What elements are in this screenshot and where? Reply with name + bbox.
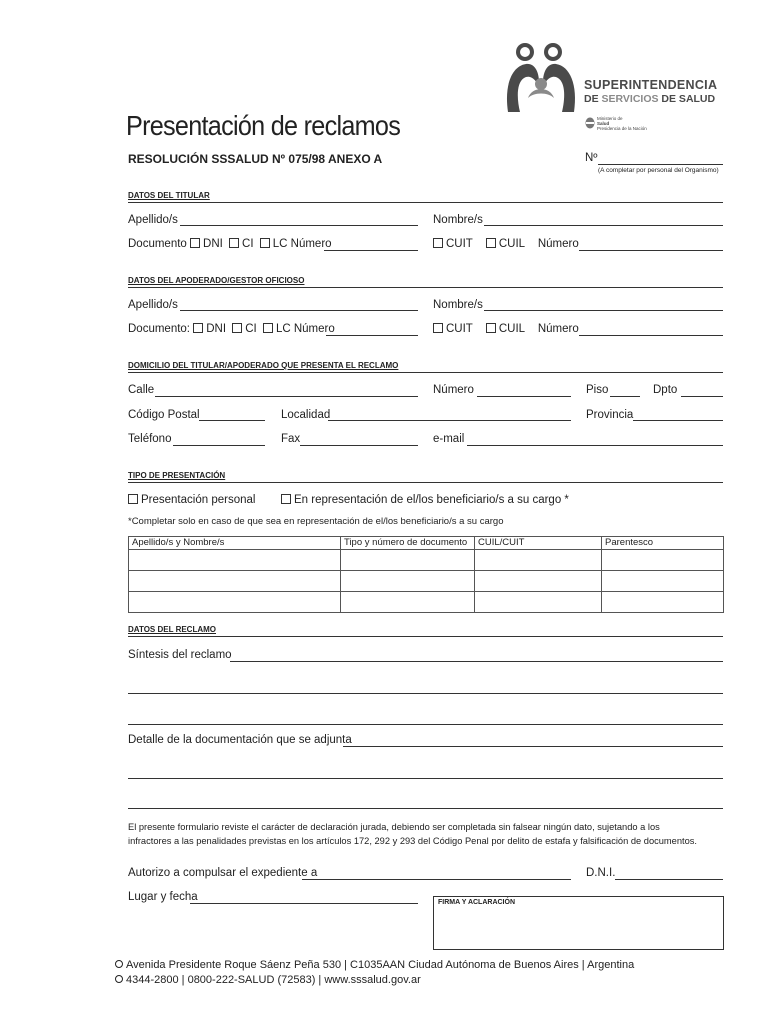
titular-cuit-row: CUIT CUIL Número (433, 238, 579, 250)
lugar-fecha-field[interactable] (190, 903, 418, 904)
page-title: Presentación de reclamos (126, 110, 401, 141)
lugar-fecha-label: Lugar y fecha (128, 891, 198, 903)
number-label: Nº (585, 152, 598, 164)
table-cell[interactable] (129, 592, 341, 613)
table-cell[interactable] (602, 592, 724, 613)
codigo-postal-label: Código Postal (128, 409, 200, 421)
logo (500, 38, 720, 138)
titular-apellido-label: Apellido/s (128, 214, 178, 226)
representacion-option: En representación de el/los beneficiario/s a su cargo * (281, 494, 569, 506)
sintesis-field-line-3[interactable] (128, 724, 723, 725)
section-reclamo: DATOS DEL RECLAMO (128, 625, 723, 637)
apoderado-apellido-field[interactable] (180, 310, 418, 311)
coat-of-arms-icon (585, 117, 595, 129)
presentacion-personal-checkbox[interactable] (128, 494, 138, 504)
column-header: Parentesco (602, 537, 724, 550)
titular-dni-checkbox[interactable] (190, 238, 200, 248)
fax-label: Fax (281, 433, 301, 445)
email-field[interactable] (467, 445, 723, 446)
apoderado-cuit-row: CUIT CUIL Número (433, 323, 579, 335)
titular-apellido-field[interactable] (180, 225, 418, 226)
apoderado-dni-checkbox[interactable] (193, 323, 203, 333)
table-cell[interactable] (475, 550, 602, 571)
numero-label: Número (433, 384, 474, 396)
presentacion-personal-option: Presentación personal (128, 494, 255, 506)
titular-lc-checkbox[interactable] (260, 238, 270, 248)
apoderado-cuil-checkbox[interactable] (486, 323, 496, 333)
titular-ci-checkbox[interactable] (229, 238, 239, 248)
calle-label: Calle (128, 384, 155, 396)
apoderado-cuit-checkbox[interactable] (433, 323, 443, 333)
ministry-label: Ministerio de Salud Presidencia de la Nación (597, 116, 647, 131)
table-cell[interactable] (602, 550, 724, 571)
table-cell[interactable] (341, 571, 475, 592)
fax-field[interactable] (300, 445, 418, 446)
brand-line-1: SUPERINTENDENCIA (584, 78, 718, 92)
provincia-label: Provincia (586, 409, 634, 421)
piso-field[interactable] (610, 396, 640, 397)
detalle-field-line-2[interactable] (128, 778, 723, 779)
declaracion-jurada-text: El presente formulario reviste el carácter de declaración jurada, debiendo ser completada sin falsear ningún dato, sujetando a los infractores a las penalidades previstas en los artículos 172, 292 y 293 del Código Penal por delito de estafa y falsificación de documentos. (128, 822, 698, 846)
telefono-label: Teléfono (128, 433, 172, 445)
sintesis-label: Síntesis del reclamo (128, 649, 232, 661)
apoderado-cuit-field[interactable] (579, 335, 723, 336)
footer-contact: 4344-2800 | 0800-222-SALUD (72583) | www.sssalud.gov.ar (115, 974, 421, 986)
apoderado-nombre-label: Nombre/s (433, 299, 483, 311)
localidad-label: Localidad (281, 409, 331, 421)
table-cell[interactable] (129, 571, 341, 592)
titular-nombre-field[interactable] (484, 225, 723, 226)
dni-label: D.N.I. (586, 867, 616, 879)
titular-cuit-field[interactable] (579, 250, 723, 251)
column-header: Apellido/s y Nombre/s (129, 537, 341, 550)
apoderado-apellido-label: Apellido/s (128, 299, 178, 311)
table-cell[interactable] (475, 571, 602, 592)
codigo-postal-field[interactable] (199, 420, 265, 421)
detalle-field[interactable] (343, 746, 723, 747)
table-row (129, 592, 724, 613)
dni-field[interactable] (615, 879, 723, 880)
column-header: Tipo y número de documento (341, 537, 475, 550)
titular-cuil-checkbox[interactable] (486, 238, 496, 248)
sintesis-field[interactable] (230, 661, 723, 662)
table-cell[interactable] (475, 592, 602, 613)
titular-cuit-checkbox[interactable] (433, 238, 443, 248)
dpto-label: Dpto (653, 384, 678, 396)
section-tipo: TIPO DE PRESENTACIÓN (128, 471, 723, 483)
brand-line-2: DE SERVICIOS DE SALUD (584, 93, 716, 105)
detalle-label: Detalle de la documentación que se adjunta (128, 734, 352, 746)
autorizo-field[interactable] (302, 879, 571, 880)
titular-nombre-label: Nombre/s (433, 214, 483, 226)
section-apoderado: DATOS DEL APODERADO/GESTOR OFICIOSO (128, 276, 723, 288)
number-field[interactable] (598, 164, 723, 165)
autorizo-label: Autorizo a compulsar el expediente a (128, 867, 318, 879)
telefono-field[interactable] (173, 445, 265, 446)
calle-field[interactable] (155, 396, 418, 397)
table-cell[interactable] (341, 592, 475, 613)
titular-documento-row: Documento DNI CI LC Número (128, 238, 332, 250)
table-row (129, 550, 724, 571)
section-titular: DATOS DEL TITULAR (128, 191, 723, 203)
section-domicilio: DOMICILIO DEL TITULAR/APODERADO QUE PRESENTA EL RECLAMO (128, 361, 723, 373)
representacion-checkbox[interactable] (281, 494, 291, 504)
apoderado-lc-checkbox[interactable] (263, 323, 273, 333)
column-header: CUIL/CUIT (475, 537, 602, 550)
dpto-field[interactable] (681, 396, 723, 397)
beneficiarios-table (128, 536, 724, 613)
footer-address: Avenida Presidente Roque Sáenz Peña 530 | C1035AAN Ciudad Autónoma de Buenos Aires | Argentina (115, 959, 634, 971)
piso-label: Piso (586, 384, 609, 396)
detalle-field-line-3[interactable] (128, 808, 723, 809)
bullet-icon (115, 960, 123, 968)
firma-label: FIRMA Y ACLARACIÓN (438, 899, 515, 906)
localidad-field[interactable] (328, 420, 571, 421)
apoderado-documento-field[interactable] (326, 335, 418, 336)
table-cell[interactable] (129, 550, 341, 571)
table-cell[interactable] (341, 550, 475, 571)
apoderado-documento-row: Documento: DNI CI LC Número (128, 323, 335, 335)
firma-box[interactable] (433, 896, 724, 950)
sintesis-field-line-2[interactable] (128, 693, 723, 694)
representacion-note: *Completar solo en caso de que sea en representación de el/los beneficiario/s a su cargo (128, 516, 504, 527)
table-cell[interactable] (602, 571, 724, 592)
bullet-icon (115, 975, 123, 983)
table-row (129, 571, 724, 592)
people-logo-icon (502, 40, 580, 118)
number-note: (A completar por personal del Organismo) (598, 167, 719, 174)
apoderado-ci-checkbox[interactable] (232, 323, 242, 333)
provincia-field[interactable] (633, 420, 723, 421)
titular-documento-field[interactable] (324, 250, 418, 251)
table-header-row (129, 537, 724, 550)
numero-field[interactable] (477, 396, 571, 397)
resolution-subtitle: RESOLUCIÓN SSSALUD Nº 075/98 ANEXO A (128, 152, 383, 166)
apoderado-nombre-field[interactable] (484, 310, 723, 311)
email-label: e-mail (433, 433, 465, 445)
